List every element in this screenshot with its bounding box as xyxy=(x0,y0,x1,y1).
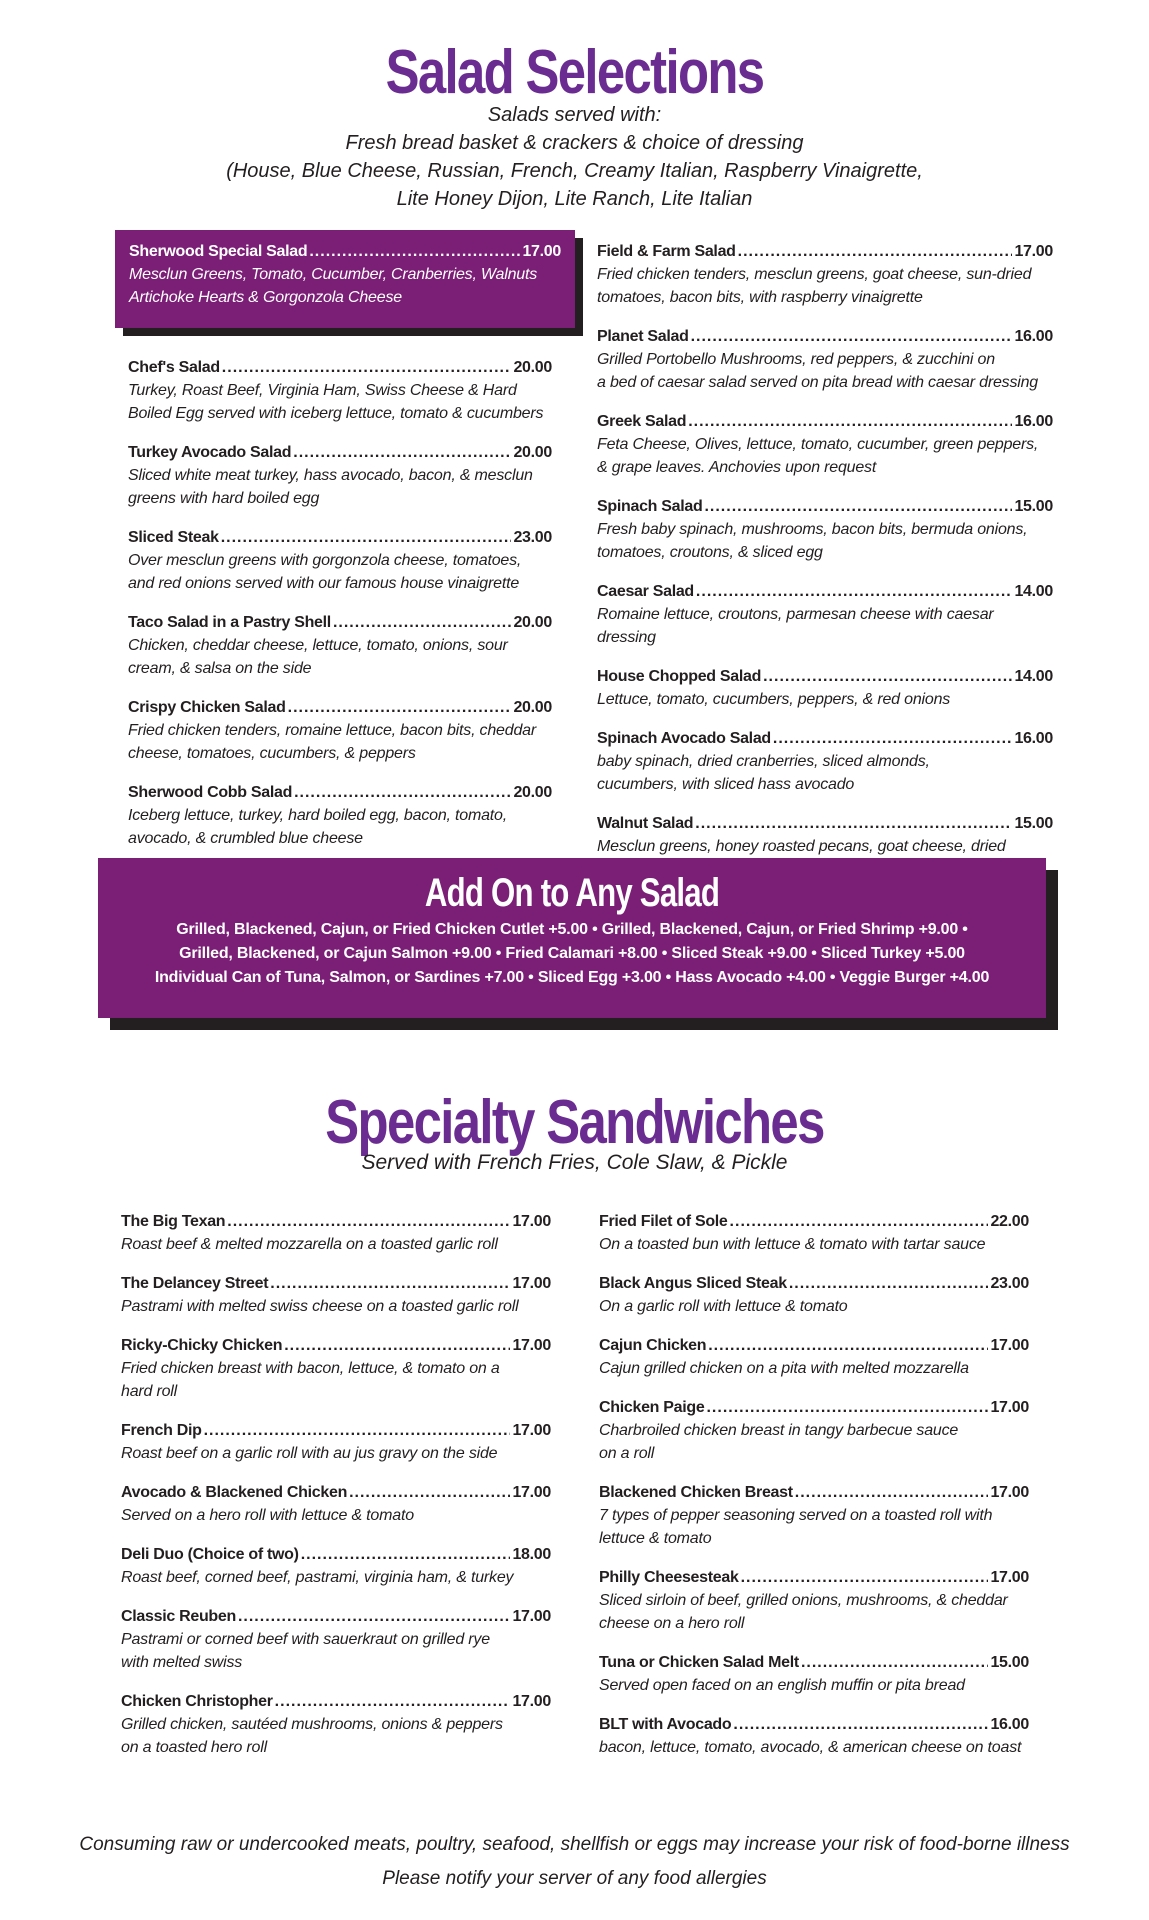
menu-item-header xyxy=(597,325,1053,348)
menu-item-price: 14.00 xyxy=(1014,583,1053,600)
menu-item-price: 17.00 xyxy=(1014,243,1053,260)
dot-leader xyxy=(222,356,512,379)
menu-item-description: greens with hard boiled egg xyxy=(128,490,320,507)
menu-item xyxy=(599,1713,1029,1759)
menu-item-description: hard roll xyxy=(121,1383,178,1400)
add-on-box xyxy=(98,858,1046,1018)
allergy-notice: Please notify your server of any food allergies xyxy=(382,1868,767,1889)
menu-item-description: Fried chicken tenders, romaine lettuce, bacon bits, cheddar xyxy=(128,722,536,739)
special-salad-box xyxy=(115,230,575,328)
menu-item-price: 17.00 xyxy=(990,1337,1029,1354)
menu-item-header xyxy=(128,526,552,549)
menu-item-description: Served on a hero roll with lettuce & tomato xyxy=(121,1507,414,1524)
menu-item-description: Pastrami or corned beef with sauerkraut on grilled rye xyxy=(121,1631,490,1648)
menu-item xyxy=(597,580,1053,649)
dot-leader xyxy=(309,240,520,263)
menu-item-header xyxy=(597,495,1053,518)
menu-item-description: a bed of caesar salad served on pita bread with caesar dressing xyxy=(597,374,1039,391)
menu-item-description: Sliced white meat turkey, hass avocado, bacon, & mesclun xyxy=(128,467,533,484)
menu-item-header xyxy=(599,1481,1029,1504)
menu-item-description: On a garlic roll with lettuce & tomato xyxy=(599,1298,848,1315)
menu-item-description: Roast beef on a garlic roll with au jus gravy on the side xyxy=(121,1445,498,1462)
menu-item xyxy=(599,1566,1029,1635)
menu-item-price: 17.00 xyxy=(512,1484,551,1501)
menu-item-price: 14.00 xyxy=(1014,668,1053,685)
menu-item-header xyxy=(128,441,552,464)
menu-item-name: Blackened Chicken Breast xyxy=(599,1484,793,1501)
menu-item xyxy=(599,1272,1029,1318)
menu-item-description: cheese on a hero roll xyxy=(599,1615,745,1632)
menu-item xyxy=(599,1334,1029,1380)
menu-item-description: Fresh baby spinach, mushrooms, bacon bits, bermuda onions, xyxy=(597,521,1028,538)
menu-item-header xyxy=(128,781,552,804)
dot-leader xyxy=(284,1334,510,1357)
menu-item-price: 17.00 xyxy=(512,1608,551,1625)
menu-item-description: cheese, tomatoes, cucumbers, & peppers xyxy=(128,745,416,762)
menu-item-header xyxy=(129,240,561,263)
menu-item-description: lettuce & tomato xyxy=(599,1530,712,1547)
menu-item-header xyxy=(597,665,1053,688)
menu-item xyxy=(128,611,552,680)
menu-item-price: 17.00 xyxy=(512,1275,551,1292)
menu-item-description: Grilled Portobello Mushrooms, red peppers, & zucchini on xyxy=(597,351,995,368)
menu-item-name: The Big Texan xyxy=(121,1213,226,1230)
menu-item-header xyxy=(597,410,1053,433)
menu-item-header xyxy=(121,1419,551,1442)
menu-item-header xyxy=(121,1543,551,1566)
dot-leader xyxy=(773,727,1013,750)
dot-leader xyxy=(238,1605,510,1628)
menu-item-name: Chicken Paige xyxy=(599,1399,705,1416)
menu-item-description: Pastrami with melted swiss cheese on a toasted garlic roll xyxy=(121,1298,519,1315)
menu-item-name: House Chopped Salad xyxy=(597,668,762,685)
dot-leader xyxy=(293,441,511,464)
menu-item-description: Turkey, Roast Beef, Virginia Ham, Swiss Cheese & Hard xyxy=(128,382,517,399)
menu-item-name: Turkey Avocado Salad xyxy=(128,444,292,461)
salad-intro-line: Fresh bread basket & crackers & choice of dressing xyxy=(345,132,804,154)
dot-leader xyxy=(696,580,1013,603)
menu-item-price: 20.00 xyxy=(513,359,552,376)
menu-item-header xyxy=(597,812,1053,835)
add-on-line: Grilled, Blackened, Cajun, or Fried Chicken Cutlet +5.00 • Grilled, Blackened, Cajun, or Fried Shrimp +9.00 • xyxy=(176,921,968,938)
menu-item-name: Greek Salad xyxy=(597,413,687,430)
menu-item-price: 17.00 xyxy=(522,243,561,260)
menu-item-description: Fried chicken tenders, mesclun greens, goat cheese, sun-dried xyxy=(597,266,1032,283)
menu-item-name: Sliced Steak xyxy=(128,529,219,546)
menu-item-price: 20.00 xyxy=(513,444,552,461)
dot-leader xyxy=(801,1651,989,1674)
menu-item-price: 17.00 xyxy=(990,1399,1029,1416)
menu-item xyxy=(121,1334,551,1403)
menu-item-header xyxy=(599,1272,1029,1295)
menu-item-header xyxy=(597,580,1053,603)
dot-leader xyxy=(688,410,1012,433)
menu-item-name: Sherwood Special Salad xyxy=(129,243,308,260)
menu-item xyxy=(599,1481,1029,1550)
menu-item xyxy=(597,665,1053,711)
dot-leader xyxy=(349,1481,510,1504)
menu-item-price: 20.00 xyxy=(513,784,552,801)
sandwich-column-left xyxy=(121,1210,551,1775)
dot-leader xyxy=(227,1210,510,1233)
menu-item xyxy=(128,356,552,425)
menu-item-description: Roast beef, corned beef, pastrami, virginia ham, & turkey xyxy=(121,1569,514,1586)
menu-item-name: Crispy Chicken Salad xyxy=(128,699,286,716)
menu-item-name: Sherwood Cobb Salad xyxy=(128,784,293,801)
menu-item-description: avocado, & crumbled blue cheese xyxy=(128,830,363,847)
dot-leader xyxy=(733,1713,988,1736)
menu-item-header xyxy=(121,1605,551,1628)
menu-item-price: 15.00 xyxy=(990,1654,1029,1671)
menu-item-description: Chicken, cheddar cheese, lettuce, tomato, onions, sour xyxy=(128,637,508,654)
menu-item xyxy=(597,325,1053,394)
menu-item xyxy=(597,410,1053,479)
salad-selections-title: Salad Selections xyxy=(385,38,764,107)
menu-item xyxy=(599,1210,1029,1256)
dot-leader xyxy=(294,781,511,804)
salad-intro xyxy=(0,101,1149,213)
menu-item-name: French Dip xyxy=(121,1422,202,1439)
menu-item-name: Taco Salad in a Pastry Shell xyxy=(128,614,331,631)
menu-item-description: Fried chicken breast with bacon, lettuce, & tomato on a xyxy=(121,1360,500,1377)
menu-item-price: 15.00 xyxy=(1014,498,1053,515)
menu-item-name: Ricky-Chicky Chicken xyxy=(121,1337,283,1354)
menu-item-name: Planet Salad xyxy=(597,328,689,345)
dot-leader xyxy=(706,1396,988,1419)
menu-item-description: Romaine lettuce, croutons, parmesan cheese with caesar dressing xyxy=(597,606,994,646)
menu-item xyxy=(597,495,1053,564)
dot-leader xyxy=(708,1334,988,1357)
dot-leader xyxy=(695,812,1012,835)
salad-intro-line: Salads served with: xyxy=(487,104,662,126)
menu-item-price: 20.00 xyxy=(513,699,552,716)
menu-item-name: Philly Cheesesteak xyxy=(599,1569,739,1586)
dot-leader xyxy=(270,1272,510,1295)
menu-item-description: 7 types of pepper seasoning served on a toasted roll with xyxy=(599,1507,993,1524)
menu-item-name: Caesar Salad xyxy=(597,583,694,600)
menu-item xyxy=(599,1396,1029,1465)
menu-item-price: 16.00 xyxy=(1014,730,1053,747)
menu-item-description: Artichoke Hearts & Gorgonzola Cheese xyxy=(129,289,402,306)
menu-item-description: Sliced sirloin of beef, grilled onions, mushrooms, & cheddar xyxy=(599,1592,1008,1609)
menu-item xyxy=(597,240,1053,309)
menu-item-price: 17.00 xyxy=(512,1693,551,1710)
food-safety-notice: Consuming raw or undercooked meats, poultry, seafood, shellfish or eggs may increase your risk of food-borne illness xyxy=(79,1834,1070,1855)
dot-leader xyxy=(763,665,1012,688)
menu-item-name: Walnut Salad xyxy=(597,815,694,832)
menu-item-price: 23.00 xyxy=(513,529,552,546)
menu-item-name: Classic Reuben xyxy=(121,1608,236,1625)
menu-item-name: Field & Farm Salad xyxy=(597,243,736,260)
menu-item-description: on a roll xyxy=(599,1445,655,1462)
menu-item-header xyxy=(121,1690,551,1713)
menu-item-header xyxy=(599,1651,1029,1674)
footer xyxy=(0,1828,1149,1896)
menu-item-description: cream, & salsa on the side xyxy=(128,660,312,677)
menu-item-header xyxy=(599,1396,1029,1419)
menu-item-name: Spinach Salad xyxy=(597,498,703,515)
menu-item-description: Charbroiled chicken breast in tangy barbecue sauce xyxy=(599,1422,959,1439)
dot-leader xyxy=(738,240,1013,263)
menu-item-description: Iceberg lettuce, turkey, hard boiled egg, bacon, tomato, xyxy=(128,807,507,824)
menu-item-price: 17.00 xyxy=(512,1422,551,1439)
menu-item-price: 17.00 xyxy=(512,1337,551,1354)
menu-item-header xyxy=(128,356,552,379)
menu-item-header xyxy=(121,1334,551,1357)
menu-item-description: On a toasted bun with lettuce & tomato with tartar sauce xyxy=(599,1236,986,1253)
sandwich-column-right xyxy=(599,1210,1029,1775)
menu-item-name: Chicken Christopher xyxy=(121,1693,273,1710)
menu-item-description: Mesclun Greens, Tomato, Cucumber, Cranberries, Walnuts xyxy=(129,266,538,283)
menu-item-name: Deli Duo (Choice of two) xyxy=(121,1546,299,1563)
menu-item-price: 16.00 xyxy=(990,1716,1029,1733)
menu-item xyxy=(121,1543,551,1589)
menu-item-description: Served open faced on an english muffin or pita bread xyxy=(599,1677,965,1694)
menu-item-header xyxy=(121,1210,551,1233)
menu-item-price: 16.00 xyxy=(1014,328,1053,345)
menu-item xyxy=(597,727,1053,796)
menu-item-description: Boiled Egg served with iceberg lettuce, tomato & cucumbers xyxy=(128,405,544,422)
menu-item-price: 17.00 xyxy=(990,1569,1029,1586)
dot-leader xyxy=(221,526,512,549)
menu-item-price: 20.00 xyxy=(513,614,552,631)
menu-item-header xyxy=(121,1481,551,1504)
menu-item-name: Tuna or Chicken Salad Melt xyxy=(599,1654,799,1671)
menu-item-price: 15.00 xyxy=(1014,815,1053,832)
dot-leader xyxy=(789,1272,989,1295)
menu-item xyxy=(599,1651,1029,1697)
menu-item-name: Black Angus Sliced Steak xyxy=(599,1275,787,1292)
dot-leader xyxy=(333,611,512,634)
menu-item-name: The Delancey Street xyxy=(121,1275,269,1292)
add-on-title: Add On to Any Salad xyxy=(424,871,720,915)
menu-item-description: on a toasted hero roll xyxy=(121,1739,267,1756)
menu-item-price: 17.00 xyxy=(990,1484,1029,1501)
dot-leader xyxy=(741,1566,989,1589)
menu-item-description: cucumbers, with sliced hass avocado xyxy=(597,776,855,793)
dot-leader xyxy=(730,1210,989,1233)
menu-item-header xyxy=(599,1566,1029,1589)
menu-item-header xyxy=(597,240,1053,263)
menu-item-description: Cajun grilled chicken on a pita with melted mozzarella xyxy=(599,1360,969,1377)
menu-item-price: 22.00 xyxy=(990,1213,1029,1230)
menu-item-description: tomatoes, bacon bits, with raspberry vinaigrette xyxy=(597,289,923,306)
menu-item xyxy=(128,781,552,850)
menu-item-description: Over mesclun greens with gorgonzola cheese, tomatoes, xyxy=(128,552,522,569)
menu-item-header xyxy=(599,1210,1029,1233)
dot-leader xyxy=(795,1481,989,1504)
menu-item-description: Mesclun greens, honey roasted pecans, goat cheese, dried xyxy=(597,838,1006,855)
dot-leader xyxy=(301,1543,511,1566)
menu-item xyxy=(121,1605,551,1674)
menu-item-description: Feta Cheese, Olives, lettuce, tomato, cucumber, green peppers, xyxy=(597,436,1039,453)
menu-item-price: 16.00 xyxy=(1014,413,1053,430)
dot-leader xyxy=(204,1419,511,1442)
menu-item xyxy=(128,696,552,765)
menu-item-header xyxy=(599,1334,1029,1357)
menu-item-header xyxy=(128,696,552,719)
salad-intro-line: (House, Blue Cheese, Russian, French, Creamy Italian, Raspberry Vinaigrette, xyxy=(226,160,923,182)
add-on-line: Individual Can of Tuna, Salmon, or Sardines +7.00 • Sliced Egg +3.00 • Hass Avocado +4.00 • Veggie Burger +4.00 xyxy=(154,969,990,986)
salad-intro-line: Lite Honey Dijon, Lite Ranch, Lite Italian xyxy=(396,188,753,210)
add-on-line: Grilled, Blackened, or Cajun Salmon +9.00 • Fried Calamari +8.00 • Sliced Steak +9.00 • Sliced Turkey +5.00 xyxy=(179,945,965,962)
menu-item-header xyxy=(597,727,1053,750)
sandwich-intro: Served with French Fries, Cole Slaw, & Pickle xyxy=(361,1151,788,1174)
menu-item-price: 18.00 xyxy=(512,1546,551,1563)
menu-item-description: Roast beef & melted mozzarella on a toasted garlic roll xyxy=(121,1236,498,1253)
menu-item-price: 17.00 xyxy=(512,1213,551,1230)
menu-item-name: BLT with Avocado xyxy=(599,1716,732,1733)
menu-item-description: and red onions served with our famous house vinaigrette xyxy=(128,575,520,592)
menu-item-description: & grape leaves. Anchovies upon request xyxy=(597,459,877,476)
menu-item-description: Grilled chicken, sautéed mushrooms, onions & peppers xyxy=(121,1716,503,1733)
menu-item xyxy=(121,1272,551,1318)
menu-item-name: Fried Filet of Sole xyxy=(599,1213,728,1230)
menu-item-header xyxy=(128,611,552,634)
menu-item-header xyxy=(599,1713,1029,1736)
specialty-sandwiches-title: Specialty Sandwiches xyxy=(325,1088,824,1157)
menu-item-name: Cajun Chicken xyxy=(599,1337,707,1354)
dot-leader xyxy=(691,325,1013,348)
menu-item-name: Spinach Avocado Salad xyxy=(597,730,771,747)
menu-item-name: Avocado & Blackened Chicken xyxy=(121,1484,348,1501)
menu-item xyxy=(128,526,552,595)
dot-leader xyxy=(288,696,512,719)
menu-item-description: baby spinach, dried cranberries, sliced almonds, xyxy=(597,753,930,770)
dot-leader xyxy=(275,1690,511,1713)
menu-item xyxy=(121,1210,551,1256)
menu-item xyxy=(121,1481,551,1527)
menu-item-name: Chef's Salad xyxy=(128,359,220,376)
menu-item-description: bacon, lettuce, tomato, avocado, & american cheese on toast xyxy=(599,1739,1022,1756)
salad-column-left xyxy=(128,356,552,866)
menu-item-header xyxy=(121,1272,551,1295)
menu-item-description: tomatoes, croutons, & sliced egg xyxy=(597,544,823,561)
dot-leader xyxy=(704,495,1012,518)
menu-item-description: Lettuce, tomato, cucumbers, peppers, & red onions xyxy=(597,691,951,708)
menu-item-price: 23.00 xyxy=(990,1275,1029,1292)
menu-item xyxy=(121,1419,551,1465)
menu-item-description: with melted swiss xyxy=(121,1654,243,1671)
salad-column-right xyxy=(597,240,1053,897)
menu-item xyxy=(128,441,552,510)
menu-item xyxy=(121,1690,551,1759)
